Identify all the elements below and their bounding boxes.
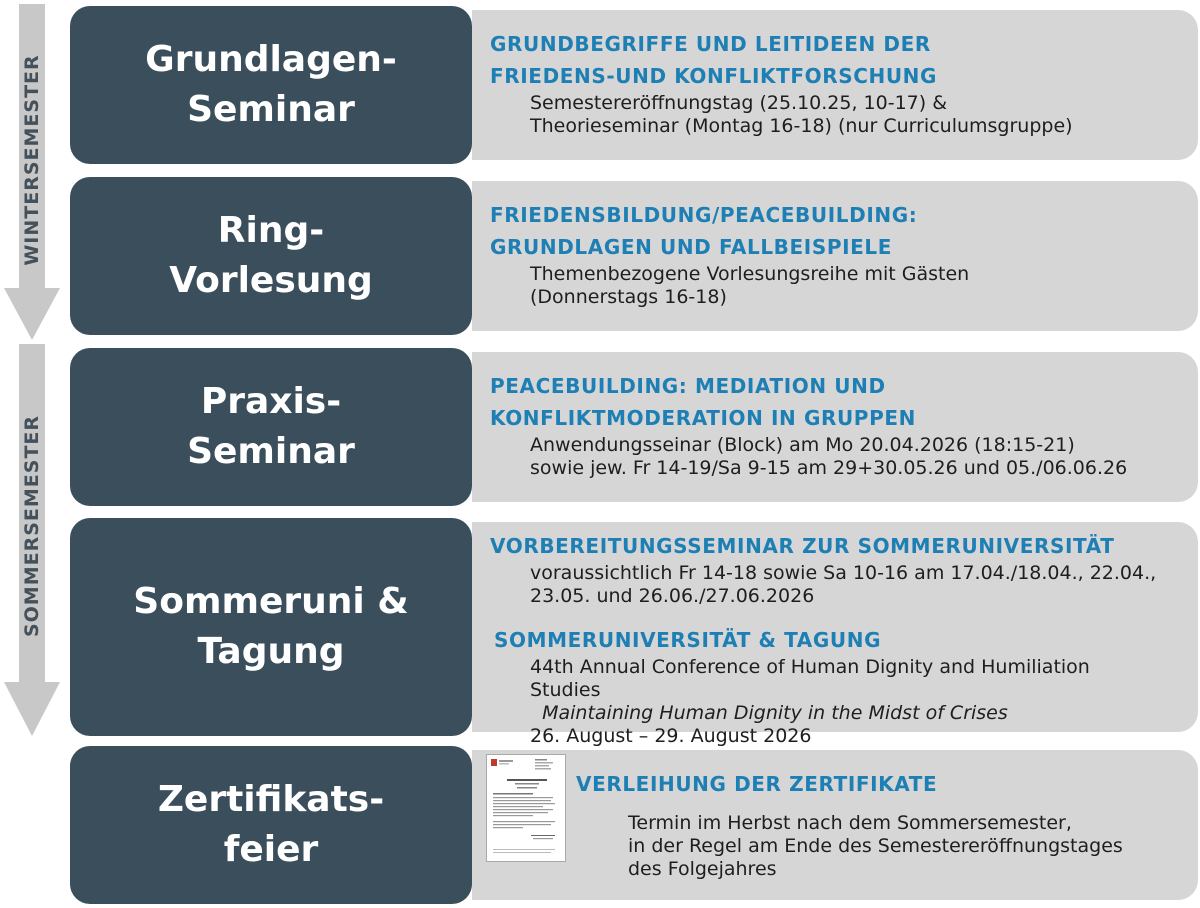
row-grundlagen-seminar bbox=[70, 6, 1198, 164]
detail-description-2 bbox=[530, 656, 1188, 748]
desc-line: 23.05. und 26.06./27.06.2026 bbox=[530, 585, 815, 607]
desc-line: voraussichtlich Fr 14-18 sowie Sa 10-16 am 17.04./18.04., 22.04., bbox=[530, 562, 1157, 584]
detail-heading bbox=[490, 28, 1188, 92]
desc-line: 44th Annual Conference of Human Dignity and Humiliation bbox=[530, 656, 1090, 678]
detail-heading bbox=[490, 199, 1188, 263]
heading-line: FRIEDENS-UND KONFLIKTFORSCHUNG bbox=[490, 64, 938, 88]
left-title-line: Vorlesung bbox=[169, 260, 373, 301]
desc-line: in der Regel am Ende des Semestereröffnungstages bbox=[628, 835, 1123, 857]
grundlagen-seminar-box bbox=[70, 6, 472, 164]
grundlagen-seminar-detail bbox=[472, 10, 1198, 160]
detail-description bbox=[530, 562, 1188, 608]
left-title-line: feier bbox=[223, 829, 319, 870]
sommeruni-tagung-detail bbox=[472, 522, 1198, 747]
detail-heading bbox=[490, 370, 1188, 434]
desc-line: sowie jew. Fr 14-19/Sa 9-15 am 29+30.05.26 und 05./06.06.26 bbox=[530, 457, 1128, 479]
desc-prefix: Studies bbox=[530, 679, 601, 701]
desc-line: Termin im Herbst nach dem Sommersemester, bbox=[628, 812, 1072, 834]
wintersemester-label: WINTERSEMESTER bbox=[21, 54, 43, 266]
detail-description bbox=[530, 263, 1188, 309]
heading-line: PEACEBUILDING: MEDIATION UND bbox=[490, 374, 886, 398]
sommeruni-tagung-box bbox=[70, 518, 472, 736]
heading-line: FRIEDENSBILDUNG/PEACEBUILDING: bbox=[490, 203, 918, 227]
desc-line: Anwendungsseinar (Block) am Mo 20.04.2026 (18:15-21) bbox=[530, 434, 1075, 456]
row-zertifikatsfeier bbox=[70, 746, 1198, 904]
ring-vorlesung-box bbox=[70, 177, 472, 335]
left-title-line: Tagung bbox=[197, 631, 345, 672]
certificate-thumbnail bbox=[486, 754, 566, 862]
heading-line: GRUNDBEGRIFFE UND LEITIDEEN DER bbox=[490, 32, 931, 56]
detail-heading-2 bbox=[494, 624, 1188, 656]
praxis-seminar-box bbox=[70, 348, 472, 506]
detail-description bbox=[530, 92, 1188, 138]
zertifikatsfeier-box bbox=[70, 746, 472, 904]
desc-line: Theorieseminar (Montag 16-18) (nur Curriculumsgruppe) bbox=[530, 115, 1073, 137]
conference-title: Maintaining Human Dignity in the Midst of Crises bbox=[542, 702, 1008, 724]
desc-line: (Donnerstags 16-18) bbox=[530, 286, 727, 308]
detail-heading bbox=[490, 530, 1188, 562]
left-title-line: Praxis- bbox=[200, 381, 342, 422]
left-title-line: Seminar bbox=[187, 431, 355, 472]
detail-description bbox=[628, 812, 1123, 881]
desc-line: des Folgejahres bbox=[628, 858, 777, 880]
desc-line: Themenbezogene Vorlesungsreihe mit Gästen bbox=[530, 263, 970, 285]
left-title-line: Sommeruni & bbox=[133, 581, 409, 622]
ring-vorlesung-detail bbox=[472, 181, 1198, 331]
heading-line: GRUNDLAGEN UND FALLBEISPIELE bbox=[490, 235, 892, 259]
spacer bbox=[490, 608, 1188, 624]
detail-description bbox=[530, 434, 1188, 480]
praxis-seminar-detail bbox=[472, 352, 1198, 502]
row-sommeruni-tagung bbox=[70, 518, 1198, 747]
desc-line: Semestereröffnungstag (25.10.25, 10-17) & bbox=[530, 92, 948, 114]
left-title-line: Zertifikats- bbox=[157, 779, 385, 820]
left-title-line: Seminar bbox=[187, 89, 355, 130]
heading-line: KONFLIKTMODERATION IN GRUPPEN bbox=[490, 406, 916, 430]
sommersemester-label: SOMMERSEMESTER bbox=[21, 414, 43, 638]
left-title-line: Ring- bbox=[217, 210, 325, 251]
heading-line: VERLEIHUNG DER ZERTIFIKATE bbox=[576, 772, 938, 796]
row-praxis-seminar bbox=[70, 348, 1198, 506]
desc-line bbox=[530, 679, 1188, 725]
certificate-text bbox=[576, 768, 1123, 881]
left-title-line: Grundlagen- bbox=[145, 39, 397, 80]
heading-line: VORBEREITUNGSSEMINAR ZUR SOMMERUNIVERSITÄT bbox=[490, 534, 1115, 558]
zertifikatsfeier-detail bbox=[472, 750, 1198, 900]
heading-line: SOMMERUNIVERSITÄT & TAGUNG bbox=[494, 628, 882, 652]
detail-heading bbox=[576, 768, 1123, 800]
row-ring-vorlesung bbox=[70, 177, 1198, 335]
desc-line: 26. August – 29. August 2026 bbox=[530, 725, 812, 747]
